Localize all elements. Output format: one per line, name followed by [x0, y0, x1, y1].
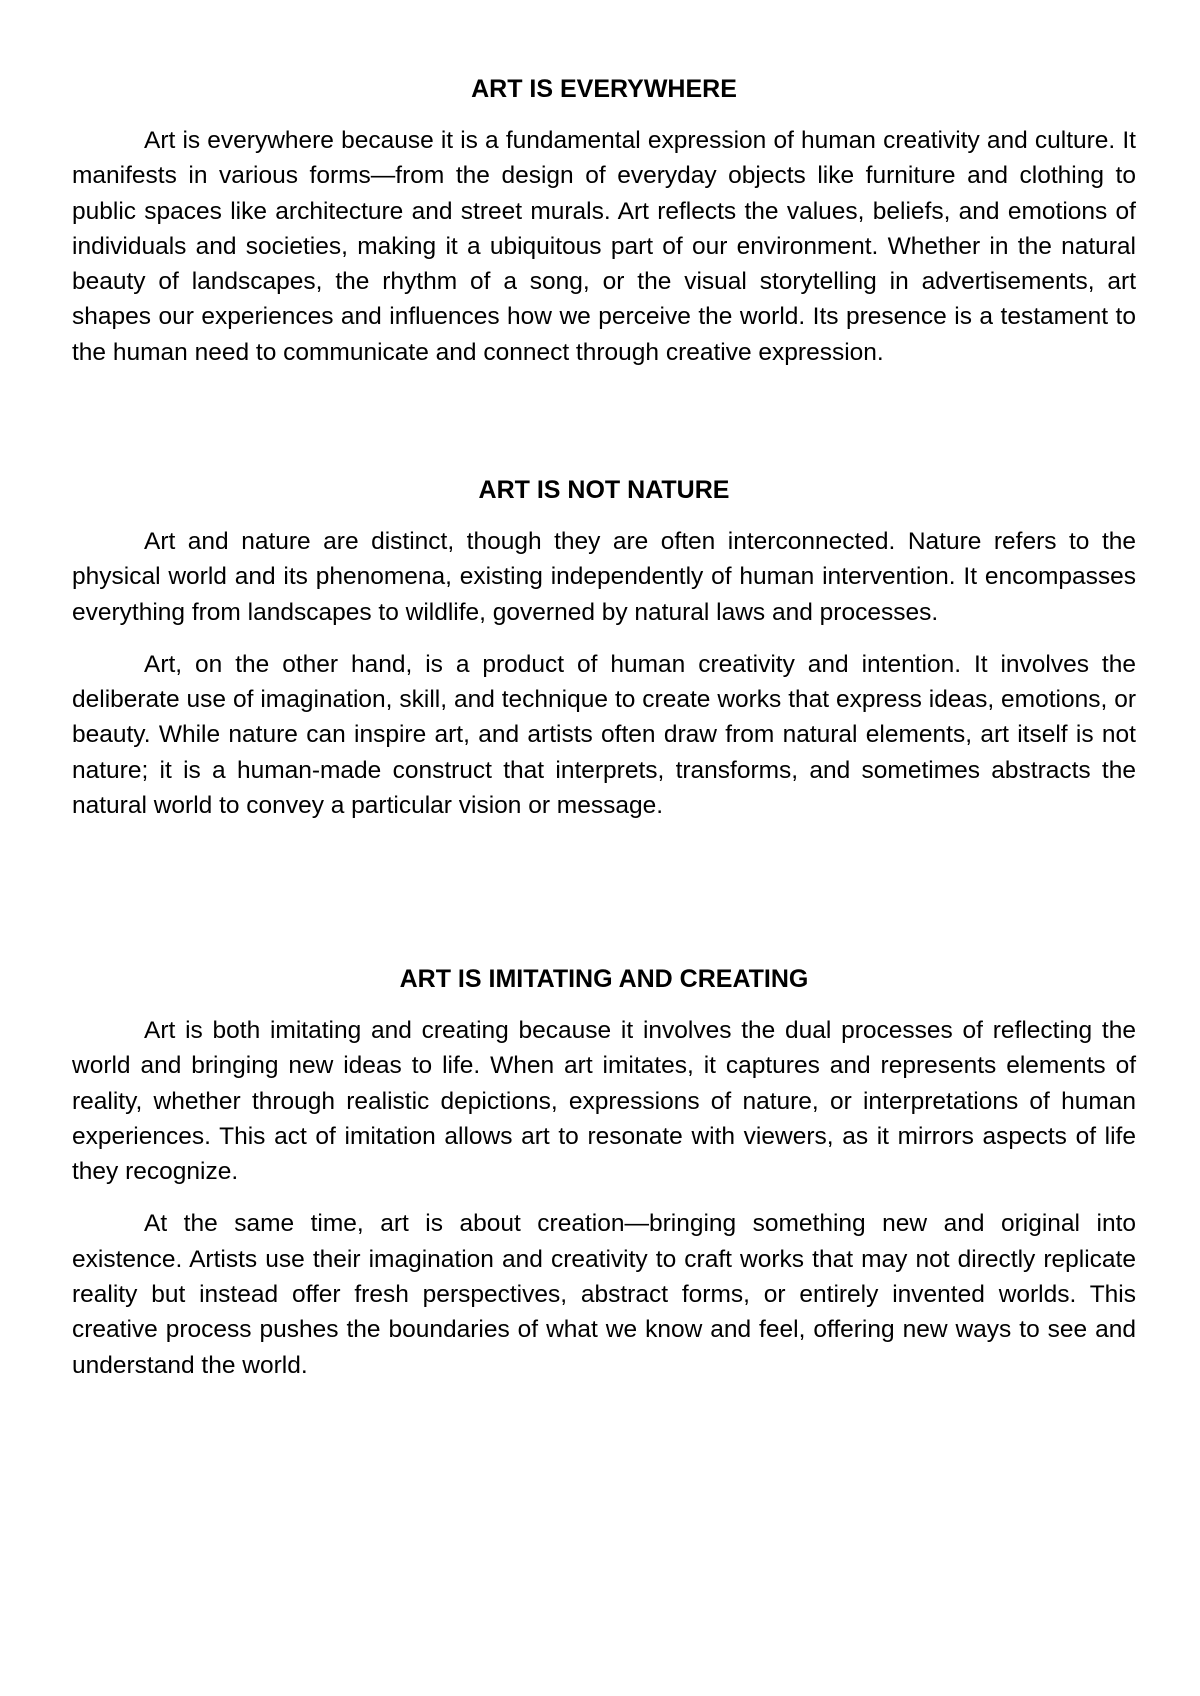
paragraph: Art is both imitating and creating because it involves the dual processes of reflecting the world and bringing new ideas to life. When art imitates, it captures and represents elements of reality, whether through realistic depictions, expressions of nature, or interpretations of human experiences. This act of imitation allows art to resonate with viewers, as it mirrors aspects of life they recognize. [72, 1017, 1136, 1186]
paragraph: Art is everywhere because it is a fundamental expression of human creativity and culture. It manifests in various forms—from the design of everyday objects like furniture and clothing to public spaces like architecture and street murals. Art reflects the values, beliefs, and emotions of individuals and societies, making it a ubiquitous part of our environment. Whether in the natural beauty of landscapes, the rhythm of a song, or the visual storytelling in advertisements, art shapes our experiences and influences how we perceive the world. Its presence is a testament to the human need to communicate and connect through creative expression. [72, 127, 1136, 366]
section-art-is-everywhere [72, 72, 1136, 370]
paragraph: Art and nature are distinct, though they are often interconnected. Nature refers to the physical world and its phenomena, existing independently of human intervention. It encompasses everything from landscapes to wildlife, governed by natural laws and processes. [72, 528, 1136, 626]
section-art-is-not-nature [72, 473, 1136, 823]
section-title: ART IS EVERYWHERE [471, 75, 737, 103]
section-title: ART IS NOT NATURE [478, 476, 730, 504]
paragraph: Art, on the other hand, is a product of human creativity and intention. It involves the deliberate use of imagination, skill, and technique to create works that express ideas, emotions, or beauty. While nature can inspire art, and artists often draw from natural elements, art itself is not nature; it is a human-made construct that interprets, transforms, and sometimes abstracts the natural world to convey a particular vision or message. [72, 650, 1136, 820]
paragraph: At the same time, art is about creation—bringing something new and original into existence. Artists use their imagination and creativity to craft works that may not directly replicate reality but instead offer fresh perspectives, abstract forms, or entirely invented worlds. This creative process pushes the boundaries of what we know and feel, offering new ways to see and understand the world. [72, 1210, 1136, 1379]
section-art-is-imitating-and-creating [72, 962, 1136, 1383]
section-title: ART IS IMITATING AND CREATING [399, 965, 809, 993]
